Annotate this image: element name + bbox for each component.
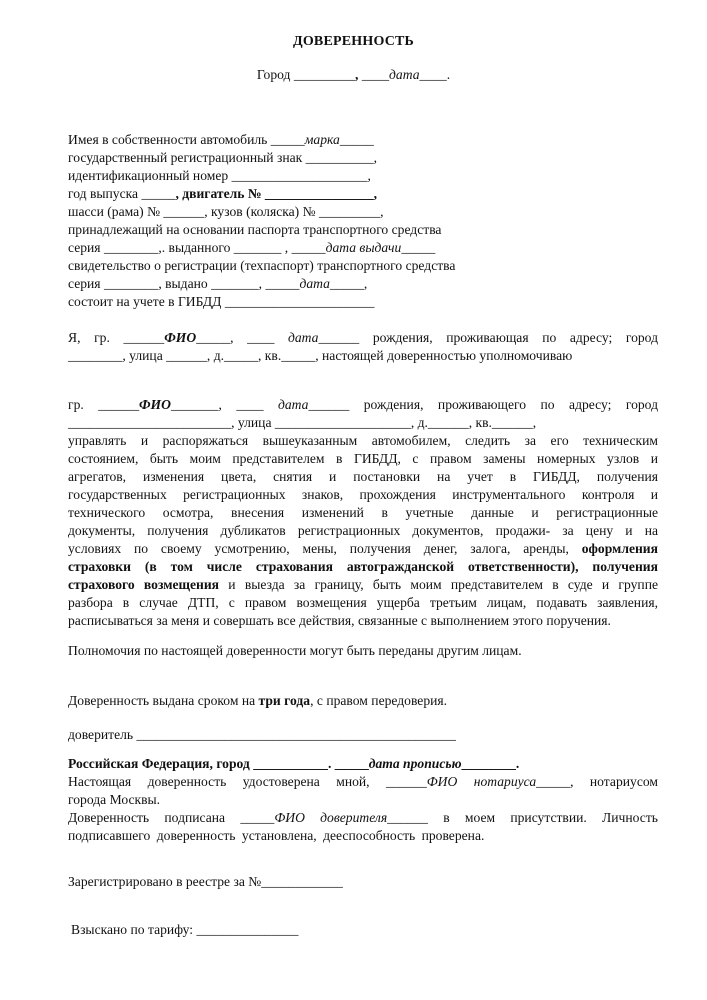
registry-line: Зарегистрировано в реестре за №____________ [68,874,343,889]
year-text: год выпуска _____ [68,186,176,201]
chassis-body-line: шасси (рама) № ______, кузов (коляска) № _________, [68,204,384,219]
presence-text: ______ в моем присутствии. Личность [387,810,658,825]
principal-fio-blank: _____, ____ [196,330,288,345]
term-duration: три года [258,693,311,708]
gibdd-registration-line: состоит на учете в ГИБДД ______________________ [68,294,375,309]
principal-fio-placeholder: ФИО [164,330,197,345]
vehicle-brand-text: Имея в собственности автомобиль _____ [68,132,305,147]
attorney-line-5: агрегатов, изменения цвета, снятия и постановки на учет в ГИБДД, получения [68,469,658,484]
principal-fio-placeholder-notary: ФИО доверителя [274,810,388,825]
attorney-block [68,396,658,630]
document-title: ДОВЕРЕННОСТЬ [292,34,415,49]
notary-city-text: Российская Федерация, город ___________. _____ [68,756,369,771]
principal-line-2: ________, улица ______, д._____, кв._____, настоящей доверенностью уполномочиваю [68,348,573,363]
reg-plate-line: государственный регистрационный знак __________, [68,150,378,165]
principal-signature-line: доверитель _______________________________________________ [68,727,456,742]
notary-date-placeholder: дата прописью [368,756,462,771]
attorney-fio-blank: _______, [170,397,222,412]
term-clause [68,692,658,710]
attorney-line-6: государственных регистрационных знаков, прохождения инструментального контроля и [68,487,658,502]
principal-line-1 [68,329,658,347]
attorney-date-blank: ____ [236,397,278,412]
vehicle-block [68,131,658,311]
attorney-line-9 [68,540,658,558]
signed-by-text: Доверенность подписана _____ [68,810,275,825]
year-engine-line [68,185,658,203]
tariff-line: Взыскано по тарифу: _______________ [71,922,299,937]
notary-fio-placeholder: ФИО нотариуса [426,774,537,789]
attorney-line-8: документы, получения дубликатов регистрационных документов, продажи- за цену и на [68,523,658,538]
notary-line-3: города Москвы. [68,792,161,807]
notary-line-5: подписавшего доверенность установлена, дееспособность проверена. [68,828,485,843]
attorney-line-9-text: условиях по своему усмотрению, мены, получения денег, залога, аренды, [68,541,582,556]
attorney-line-1 [68,396,658,414]
vin-line: идентификационный номер ____________________, [68,168,371,183]
notary-date-blank: ________. [461,756,520,771]
attorney-line-2: ________________________, улица ____________________, д.______, кв.______, [68,415,537,430]
date-placeholder: дата [389,67,420,82]
attorney-line-13: расписываться за меня и совершать все действия, связанные с выполнением этого поручения. [68,613,611,628]
transfer-clause: Полномочия по настоящей доверенности могут быть переданы другим лицам. [68,643,522,658]
term-text-end: , с правом передоверия. [310,693,448,708]
principal-address-text: ______ рождения, проживающая по адресу; город [318,330,658,345]
attorney-prefix: гр. ______ [68,397,139,412]
passport-basis-line: принадлежащий на основании паспорта транспортного средства [68,222,442,237]
attorney-line-7: технического осмотра, внесения изменений в учетные данные и регистрационные [68,505,658,520]
registration-cert-line: свидетельство о регистрации (техпаспорт) транспортного средства [68,258,456,273]
cert-date-placeholder: дата [299,276,330,291]
notary-block [68,755,658,845]
attorney-line-10: страховки (в том числе страхования автогражданской ответственности), получения [68,559,658,574]
notary-certified-text: Настоящая доверенность удостоверена мной, ______ [68,774,427,789]
issue-date-placeholder: дата выдачи [325,240,402,255]
insurance-bold-start: оформления [581,541,658,556]
cert-date-blank: _____, [329,276,368,291]
notary-line-2 [68,773,658,791]
cert-series-line [68,275,658,293]
attorney-line-11-text: и выезда за границу, быть моим представителем в суде и группе [219,577,658,592]
city-date-line [0,66,707,84]
engine-text: , двигатель № ________________, [175,186,378,201]
attorney-line-4: состоянием, быть моим представителем в ГИБДД, с правом замены номерных узлов и [68,451,658,466]
attorney-line-3: управлять и распоряжаться вышеуказанным автомобилем, следить за его техническим [68,433,658,448]
attorney-line-12: разбора в случае ДТП, с правом возмещения ущерба третьим лицам, подавать заявления, [68,595,658,610]
passport-series-line [68,239,658,257]
brand-blank: _____ [339,132,374,147]
city-blank: _________ [293,67,356,82]
date-blank-post: ____. [419,67,451,82]
notary-line-4 [68,809,658,827]
notary-fio-blank: _____, нотариусом [536,774,658,789]
principal-date-placeholder: дата [287,330,319,345]
city-comma: , [355,67,359,82]
notary-line-1 [68,755,658,773]
attorney-address-text: ______ рождения, проживающего по адресу; город [308,397,658,412]
brand-placeholder: марка [304,132,340,147]
attorney-date-placeholder: дата [278,397,309,412]
vehicle-brand-line [68,131,658,149]
attorney-fio-placeholder: ФИО [139,397,171,412]
principal-block [68,329,658,365]
passport-series-text: серия ________,. выданного _______ , _____ [68,240,326,255]
issue-date-blank: _____ [401,240,436,255]
term-text: Доверенность выдана сроком на [68,693,259,708]
city-label: Город [256,67,294,82]
insurance-compensation-bold: страхового возмещения [68,577,220,592]
cert-series-text: серия ________, выдано _______, _____ [68,276,300,291]
date-blank-pre: ____ [358,67,390,82]
attorney-line-11 [68,576,658,594]
principal-prefix: Я, гр. ______ [68,330,165,345]
